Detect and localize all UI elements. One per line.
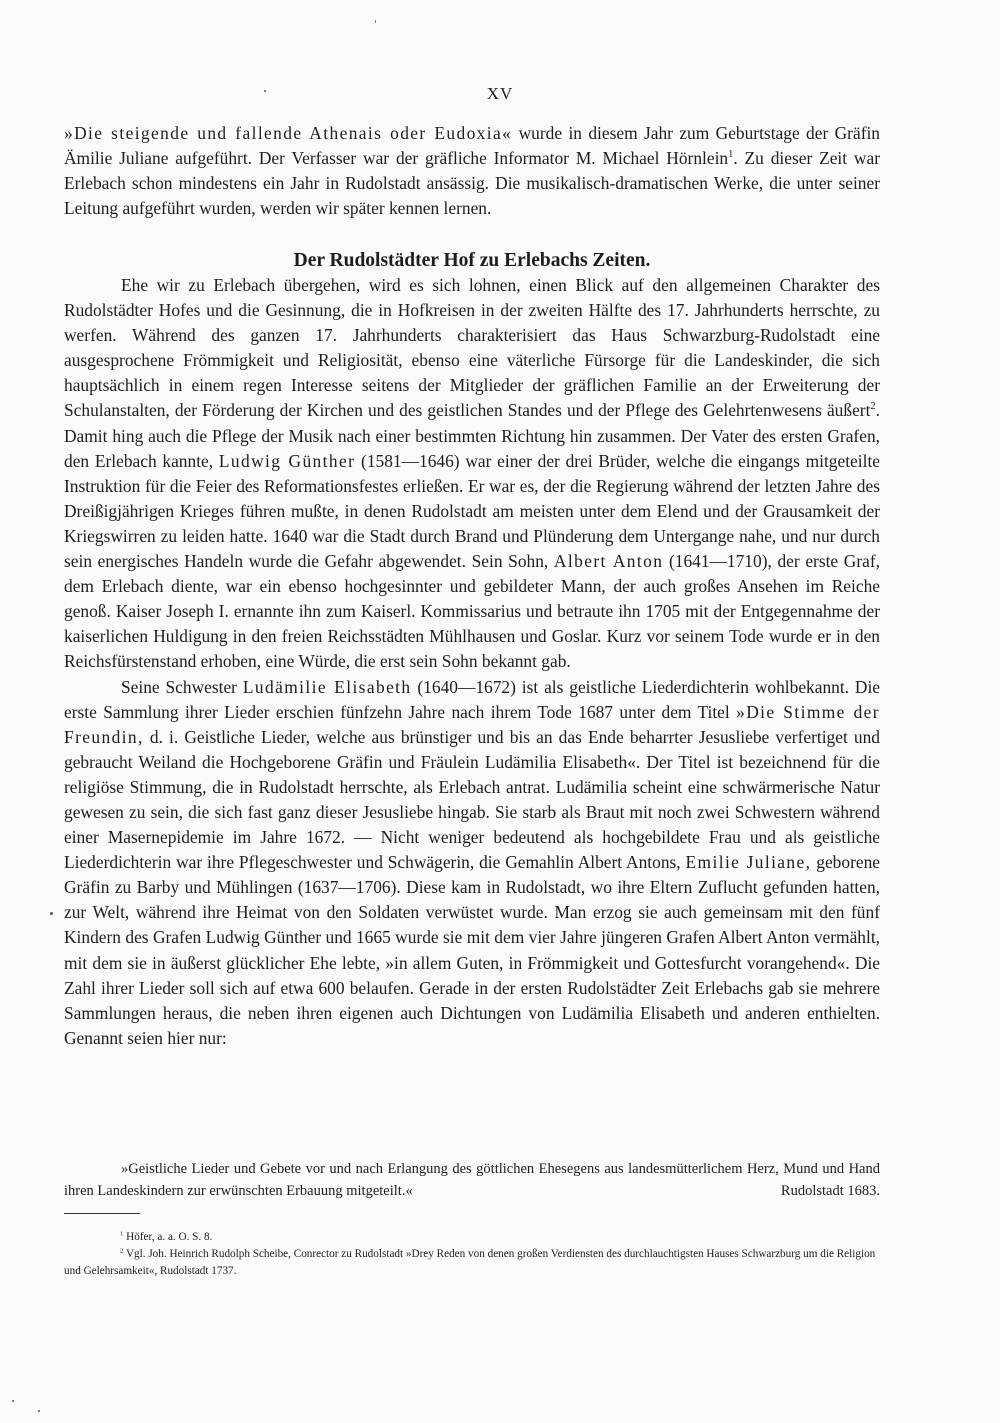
- person-name: Ludämilie Elisabeth: [242, 676, 412, 697]
- footnote-text: Vgl. Joh. Heinrich Rudolph Scheibe, Conrector zu Rudolstadt »Drey Reden von denen großen Verdiensten des durchlauchtigsten Hauses Schwarzburg um die Religion und Gelehrsamkeit«, Rudolstadt 1737.: [64, 1248, 876, 1277]
- scan-speck: [50, 912, 53, 915]
- paragraph-2-part-c: d. i. Geistliche Lieder, welche aus brünstiger und bis an das Ende beharrter Jesusliebe verfertiget und gebraucht Weiland die Hochgeborene Gräfin und Fräulein Ludämilia Elisabeth«. Der Titel ist bezeichnend für die religiöse Stimmung, die in Rudolstadt herrschte, als Erlebach antrat. Ludämilia scheint eine schwärmerische Natur gewesen zu sein, die sich fast ganz dieser Jesusliebe hingab. Sie starb als Braut mit noch zwei Schwestern während einer Masernepidemie im Jahre 1672. — Nicht weniger bedeutend als hochgebildete Frau und als geistliche Liederdichterin war ihre Pflegeschwester und Schwägerin, die Gemahlin Albert Antons,: [64, 726, 880, 873]
- footnote-divider: [64, 1213, 140, 1214]
- footnotes: [64, 1229, 880, 1280]
- footnote-text: Höfer, a. a. O. S. 8.: [123, 1231, 213, 1243]
- paragraph-1-part-c: (1581—1646) war einer der drei Brüder, welche die eingangs mitgeteilte Instruktion für die Feier des Reformationsfestes erließen. Er war es, der die Regierung während der letzten Jahre des Dreißigjährigen Krieges führen mußte, in denen Rudolstadt am meisten unter dem Elend und der Grausamkeit der Kriegswirren zu leiden hatte. 1640 war die Stadt durch Brand und Plünderung dem Untergange nahe, und nur durch sein energisches Handeln wurde die Gefahr abgewendet. Sein Sohn,: [64, 450, 880, 572]
- section-heading: Der Rudolstädter Hof zu Erlebachs Zeiten.: [293, 250, 651, 271]
- intro-paragraph: [64, 121, 880, 221]
- book-title: »Die Stimme der Freundin,: [64, 701, 880, 747]
- footnote-1: [64, 1229, 880, 1246]
- paragraph-2-part-d: geborene Gräfin zu Barby und Mühlingen (1637—1706). Diese kam in Rudolstadt, wo ihre Eltern Zuflucht gefunden hatten, zur Welt, während ihre Heimat von den Soldaten verwüstet wurde. Man erzog sie auch gemeinsam mit den fünf Kindern des Grafen Ludwig Günther und 1665 wurde sie mit dem vier Jahre jüngeren Grafen Albert Anton vermählt, mit dem sie in äußerst glücklicher Ehe lebte, »in allem Guten, in Frömmigkeit und Gottesfurcht vorangehend«. Die Zahl ihrer Lieder soll sich auf etwa 600 belaufen. Gerade in der ersten Rudolstädter Zeit Erlebachs gab sie mehrere Sammlungen heraus, die neben ihren eigenen auch Dichtungen von Ludämilia Elisabeth und anderen enthielten. Genannt seien hier nur:: [64, 852, 880, 1048]
- intro-text-1: wurde in diesem Jahr zum Geburtstage der Gräfin Ämilie Juliane aufgeführt. Der Verfasser war der gräfliche Informator M. Michael Hörnlein: [64, 123, 881, 169]
- intro-title-quote: »Die steigende und fallende Athenais oder Eudoxia«: [64, 123, 513, 143]
- scan-speck: [38, 1410, 40, 1412]
- person-name: Emilie Juliane,: [685, 852, 812, 873]
- footnote-ref-1: 1: [728, 149, 734, 161]
- body-text: [64, 273, 880, 1051]
- paragraph-2-part-b: (1640—1672) ist als geistliche Liederdichterin wohlbekannt. Die erste Sammlung ihrer Lieder erschien fünfzehn Jahre nach ihrem Tode 1687 unter dem Titel: [64, 676, 880, 722]
- scan-speck: [12, 1400, 14, 1402]
- scan-speck: [264, 90, 266, 92]
- paragraph-1-part-a: Ehe wir zu Erlebach übergehen, wird es sich lohnen, einen Blick auf den allgemeinen Charakter des Rudolstädter Hofes und die Gesinnung, die in Hofkreisen in der zweiten Hälfte des 17. Jahrhunderts herrschte, zu werfen. Während des ganzen 17. Jahrhunderts charakterisiert das Haus Schwarzburg-Rudolstadt eine ausgesprochene Frömmigkeit und Religiosität, ebenso eine väterliche Fürsorge für die Landeskinder, die sich hauptsächlich in einem regen Interesse seitens der Mitglieder der gräflichen Familie an der Erweiterung der Schulanstalten, der Förderung der Kirchen und des geistlichen Standes und der Pflege des Gelehrtenwesens äußert: [64, 275, 880, 421]
- quote-text: »Geistliche Lieder und Gebete vor und nach Erlangung des göttlichen Ehesegens aus landesmütterlichem Herz, Mund und Hand ihren Landeskindern zur erwünschten Erbauung mitgeteilt.«: [64, 1161, 880, 1199]
- person-name: Ludwig Günther: [218, 450, 356, 471]
- paragraph-2-part-a: Seine Schwester: [121, 676, 243, 697]
- paragraph-1-part-b: . Damit hing auch die Pflege der Musik nach einer bestimmten Richtung hin zusammen. Der Vater des ersten Grafen, den Erlebach kannte,: [64, 400, 880, 471]
- footnote-mark: 1: [120, 1230, 124, 1238]
- paragraph-2: [64, 675, 880, 1051]
- quote-place: Rudolstadt 1683.: [780, 1183, 880, 1199]
- person-name: Albert Anton: [553, 551, 664, 572]
- footnote-mark: 2: [120, 1247, 124, 1255]
- intro-text-2: . Zu dieser Zeit war Erlebach schon mindestens ein Jahr in Rudolstadt ansässig. Die musikalisch-dramatischen Werke, die unter seiner Leitung aufgeführt wurden, werden wir später kennen lernen.: [64, 148, 881, 219]
- footnote-2: [64, 1246, 880, 1280]
- footnote-ref-2: 2: [870, 401, 876, 413]
- scan-speck: [375, 20, 376, 23]
- page-number: XV: [486, 84, 514, 103]
- paragraph-1: [64, 273, 880, 675]
- block-quote: [64, 1158, 880, 1202]
- paragraph-1-part-d: (1641—1710), der erste Graf, dem Erlebach diente, war ein ebenso hochgesinnter und gebildeter Mann, der auch großes Ansehen im Reiche genoß. Kaiser Joseph I. ernannte ihn zum Kaiserl. Kommissarius und betraute ihn 1705 mit der Entgegennahme der kaiserlichen Huldigung in den freien Reichsstädten Mühlhausen und Goslar. Kurz vor seinem Tode wurde er in den Reichsfürstenstand erhoben, eine Würde, die erst sein Sohn bekannt gab.: [64, 551, 881, 672]
